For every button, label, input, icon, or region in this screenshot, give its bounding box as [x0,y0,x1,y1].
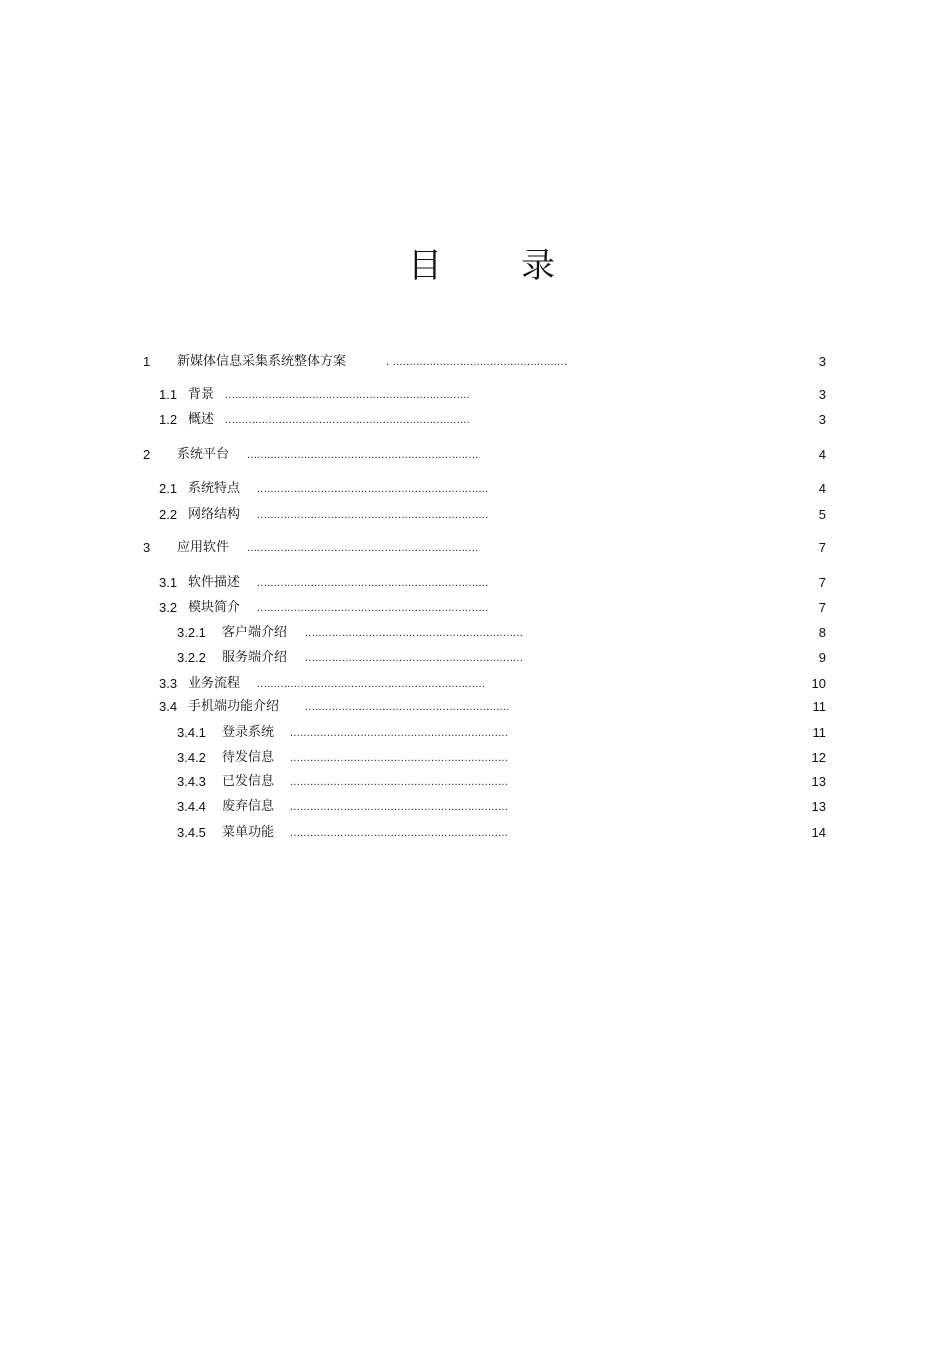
toc-entry-page: 4 [818,447,826,462]
toc-entry-number: 3.4.1 [177,725,206,740]
toc-entry-leader: ................................................................. [290,727,509,739]
toc-entry-number: 3.2.1 [177,625,206,640]
toc-entry-number: 3.2.2 [177,650,206,665]
toc-entry-page: 7 [818,540,826,555]
toc-entry-page: 11 [812,725,826,740]
toc-entry-number: 3.4 [159,699,178,714]
toc-entry-label: 待发信息 [222,750,275,765]
toc-entry-label: 已发信息 [222,774,275,789]
toc-entry-label: 网络结构 [188,507,241,522]
toc-entry-label: 系统特点 [188,481,241,496]
toc-entry[interactable] [0,351,950,373]
toc-entry[interactable] [0,504,950,526]
toc-entry[interactable] [0,409,950,431]
toc-entry-label: 模块简介 [188,600,241,615]
toc-entry-label: 概述 [188,412,215,427]
toc-entry-label: 新媒体信息采集系统整体方案 [177,354,347,369]
toc-entry[interactable] [0,673,950,695]
toc-entry-page: 7 [818,575,826,590]
toc-entry[interactable] [0,771,950,793]
toc-entry-leader: ..................................................................... [257,483,489,495]
toc-entry-number: 3.1 [159,575,178,590]
toc-entry-label: 废弃信息 [222,799,275,814]
toc-entry-label: 服务端介绍 [222,650,288,665]
toc-entry[interactable] [0,696,950,718]
toc-entry-leader: ................................................................. [290,827,509,839]
toc-title-char-1: 目 [408,246,442,286]
toc-entry-number: 3.3 [159,676,178,691]
toc-entry[interactable] [0,722,950,744]
toc-entry[interactable] [0,384,950,406]
toc-entry-label: 系统平台 [177,447,230,462]
toc-entry-leader: ................................................................. [305,652,524,664]
toc-entry-page: 12 [811,750,826,765]
toc-entry[interactable] [0,597,950,619]
toc-entry-page: 4 [818,481,826,496]
toc-entry-number: 3.4.5 [177,825,206,840]
toc-entry-number: 3.2 [159,600,178,615]
toc-entry[interactable] [0,822,950,844]
toc-entry-label: 登录系统 [222,725,275,740]
toc-entry-leader: ................................................................. [290,776,509,788]
toc-entry-leader: ......................................................................... [225,389,470,401]
toc-entry-label: 手机端功能介绍 [188,699,280,714]
toc-entry-page: 8 [818,625,826,640]
toc-entry-leader: .................................................................... [257,678,486,690]
toc-entry-label: 背景 [188,387,215,402]
toc-entry-number: 3.4.4 [177,799,206,814]
toc-entry-leader: ..................................................................... [247,542,479,554]
toc-entry-page: 3 [818,412,826,427]
toc-entry-number: 1 [143,354,151,369]
toc-entry[interactable] [0,747,950,769]
toc-entry-leader: ............................................................. [305,701,510,713]
toc-entry[interactable] [0,796,950,818]
toc-entry-label: 应用软件 [177,540,230,555]
toc-entry-leader: ................................................................. [290,801,509,813]
toc-entry-number: 1.1 [159,387,178,402]
toc-entry[interactable] [0,572,950,594]
toc-entry-page: 3 [818,354,826,369]
toc-entry-page: 11 [812,699,826,714]
toc-entry-page: 3 [818,387,826,402]
toc-entry[interactable] [0,478,950,500]
toc-entry-number: 2.2 [159,507,178,522]
toc-entry[interactable] [0,444,950,466]
toc-entry-label: 客户端介绍 [222,625,288,640]
toc-entry-leader: ................................................................. [290,752,509,764]
toc-entry-label: 菜单功能 [222,825,275,840]
toc-entry-leader: ..................................................................... [247,449,479,461]
toc-title-char-2: 录 [521,246,555,286]
toc-entry-number: 3.4.3 [177,774,206,789]
toc-entry-leader: ................................................................. [305,627,524,639]
toc-entry-page: 7 [818,600,826,615]
toc-entry-label: 业务流程 [188,676,241,691]
toc-entry-leader: ..................................................................... [257,577,489,589]
toc-entry-leader: ......................................................................... [225,414,470,426]
toc-entry[interactable] [0,537,950,559]
toc-entry-page: 10 [811,676,826,691]
toc-entry-number: 1.2 [159,412,178,427]
toc-entry-label: 软件描述 [188,575,241,590]
toc-entry-page: 13 [811,799,826,814]
toc-entry-leader: ..................................................................... [257,602,489,614]
toc-entry-leader: ..................................................................... [257,509,489,521]
toc-entry[interactable] [0,622,950,644]
toc-entry-number: 3.4.2 [177,750,206,765]
toc-entry-page: 14 [811,825,826,840]
toc-entry[interactable] [0,647,950,669]
toc-entry-page: 9 [818,650,826,665]
toc-entry-page: 13 [811,774,826,789]
toc-entry-number: 3 [143,540,151,555]
toc-entry-leader: . .................................................... [386,356,568,368]
toc-entry-number: 2 [143,447,151,462]
toc-entry-number: 2.1 [159,481,178,496]
toc-entry-page: 5 [818,507,826,522]
